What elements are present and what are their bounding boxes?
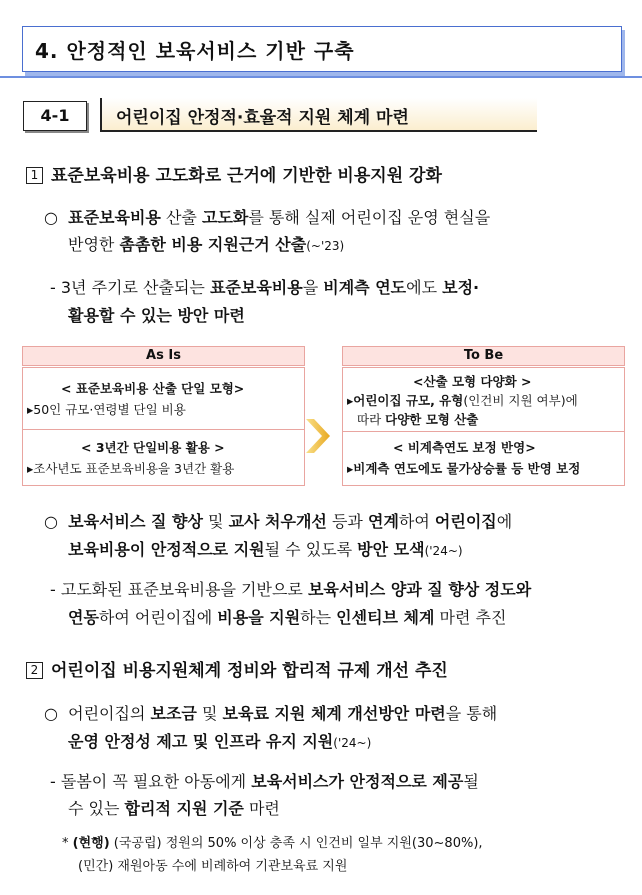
as-is-header: As Is (22, 346, 305, 366)
dash-2-line2 (68, 606, 506, 630)
note-b: (국공립) 정원의 50% 이상 충족 시 인건비 일부 지원(30~80%), (109, 836, 483, 851)
triangle-icon: ▸ (27, 402, 34, 417)
bullet-1 (44, 206, 490, 230)
bullet-2-j: 될 수 있도록 (264, 540, 358, 559)
dash-3-line2 (68, 797, 280, 821)
dash-3-e: 합리적 지원 기준 (124, 799, 244, 818)
bullet-2-g: 어린이집 (434, 512, 497, 531)
to-be-item2-title: < 비계측연도 보정 반영> (393, 440, 536, 455)
dash-1-line2: 활용할 수 있는 방안 마련 (68, 306, 245, 325)
bullet-3-c: 및 (196, 704, 223, 723)
bullet-1-d: 를 통해 실제 어린이집 운영 현실을 (248, 208, 491, 227)
bullet-1-a: 표준보육비용 (68, 208, 161, 227)
bullet-circle: ○ (44, 704, 69, 723)
heading-2-text: 어린이집 비용지원체계 정비와 합리적 규제 개선 추진 (51, 661, 448, 681)
to-be-item1 (347, 391, 578, 410)
heading-1 (26, 161, 442, 186)
to-be-item1-d: 다양한 모형 산출 (385, 412, 479, 427)
dash-2-f: 하는 (300, 608, 337, 627)
bullet-1-line2 (68, 233, 344, 258)
to-be-header: To Be (342, 346, 625, 366)
bullet-1-b: 산출 (160, 208, 202, 227)
dash-2-e: 비용을 지원 (217, 608, 301, 627)
page-title: 4. 안정적인 보육서비스 기반 구축 (35, 39, 355, 63)
dash-2-d: 하여 어린이집에 (98, 608, 218, 627)
dash-2-c: 연동 (68, 608, 99, 627)
bullet-3-g: ('24~) (333, 736, 372, 750)
to-be-panel (342, 367, 625, 486)
dash-3-a: - 돌봄이 꼭 필요한 아동에게 (50, 772, 252, 791)
bullet-2-b: 및 (202, 512, 229, 531)
bullet-3-b: 보조금 (150, 704, 197, 723)
dash-2-b: 보육서비스 양과 질 향상 정도와 (307, 580, 532, 599)
to-be-item2 (347, 459, 580, 478)
heading-2-number: 2 (26, 662, 43, 679)
as-is-item1 (27, 400, 186, 419)
section-number: 4-1 (23, 101, 87, 131)
section-title: 어린이집 안정적·효율적 지원 체계 마련 (116, 108, 409, 128)
bullet-2-k: 방안 모색 (357, 540, 425, 559)
dash-1-a: - 3년 주기로 산출되는 (50, 278, 210, 297)
bullet-1-c: 고도화 (201, 208, 249, 227)
bullet-3-d: 보육료 지원 체계 개선방안 마련 (222, 704, 446, 723)
bullet-2-line2 (68, 538, 463, 563)
dash-1 (50, 276, 479, 300)
to-be-item1-c: 따라 (357, 412, 386, 427)
bullet-2-i: 보육비용이 안정적으로 지원 (68, 540, 265, 559)
dash-2 (50, 578, 531, 602)
as-is-item1-title: < 표준보육비용 산출 단일 모형> (61, 381, 245, 396)
note-line2: (민간) 재원아동 수에 비례하여 기관보육료 지원 (78, 859, 348, 874)
bullet-2 (44, 510, 512, 534)
dash-3 (50, 770, 479, 794)
bullet-3 (44, 702, 497, 726)
arrow-right-icon (306, 419, 330, 453)
note-star: * (62, 836, 69, 851)
bullet-circle: ○ (44, 512, 69, 531)
triangle-icon: ▸ (27, 461, 34, 476)
dash-3-b: 보육서비스가 안정적으로 제공 (251, 772, 464, 791)
bullet-1-f: 촘촘한 비용 지원근거 산출 (119, 235, 307, 254)
to-be-divider (343, 431, 624, 432)
as-is-item2-text: 조사년도 표준보육비용을 3년간 활용 (33, 461, 235, 476)
title-box (22, 26, 622, 72)
triangle-icon: ▸ (347, 461, 354, 476)
note-line1 (62, 833, 483, 855)
as-is-divider (23, 429, 304, 430)
bullet-2-d: 등과 (326, 512, 368, 531)
as-is-item2-title: < 3년간 단일비용 활용 > (81, 440, 225, 455)
bullet-2-f: 하여 (398, 512, 435, 531)
dash-3-c: 될 (463, 772, 479, 791)
bullet-3-e: 을 통해 (445, 704, 498, 723)
to-be-item2-text: 비계측 연도에도 물가상승률 등 반영 보정 (353, 461, 581, 476)
as-is-panel (22, 367, 305, 486)
dash-3-d: 수 있는 (68, 799, 125, 818)
heading-1-number: 1 (26, 167, 43, 184)
to-be-item1-title: <산출 모형 다양화 > (413, 374, 532, 389)
dash-2-g: 인센티브 체계 (336, 608, 435, 627)
bullet-1-g: (~'23) (306, 239, 345, 253)
as-is-item1-text: 50인 규모·연령별 단일 비용 (33, 402, 186, 417)
bullet-1-e: 반영한 (68, 235, 120, 254)
dash-1-c: 을 (302, 278, 324, 297)
bullet-2-h: 에 (496, 512, 513, 531)
to-be-item1-line2 (357, 410, 478, 429)
bullet-3-line2 (68, 730, 371, 755)
triangle-icon: ▸ (347, 393, 354, 408)
bullet-2-e: 연계 (367, 512, 399, 531)
dash-2-h: 마련 추진 (434, 608, 507, 627)
bullet-2-l: ('24~) (424, 544, 463, 558)
to-be-item1-a: 어린이집 규모, 유형 (353, 393, 464, 408)
dash-1-f: 보정· (442, 278, 480, 297)
title-rule (0, 76, 642, 78)
dash-1-d: 비계측 연도 (323, 278, 407, 297)
to-be-item1-b: (인건비 지원 여부)에 (463, 393, 578, 408)
bullet-2-c: 교사 처우개선 (228, 512, 327, 531)
heading-2 (26, 656, 448, 681)
dash-2-a: - 고도화된 표준보육비용을 기반으로 (50, 580, 308, 599)
bullet-circle: ○ (44, 208, 69, 227)
as-is-item2 (27, 459, 234, 478)
note-a: (현행) (72, 836, 110, 851)
dash-1-b: 표준보육비용 (209, 278, 303, 297)
dash-1-e: 에도 (406, 278, 443, 297)
bullet-3-a: 어린이집의 (68, 704, 151, 723)
heading-1-text: 표준보육비용 고도화로 근거에 기반한 비용지원 강화 (51, 166, 442, 186)
bullet-2-a: 보육서비스 질 향상 (68, 512, 203, 531)
section-title-box (100, 98, 537, 132)
bullet-3-f: 운영 안정성 제고 및 인프라 유지 지원 (68, 732, 334, 751)
dash-3-f: 마련 (243, 799, 280, 818)
